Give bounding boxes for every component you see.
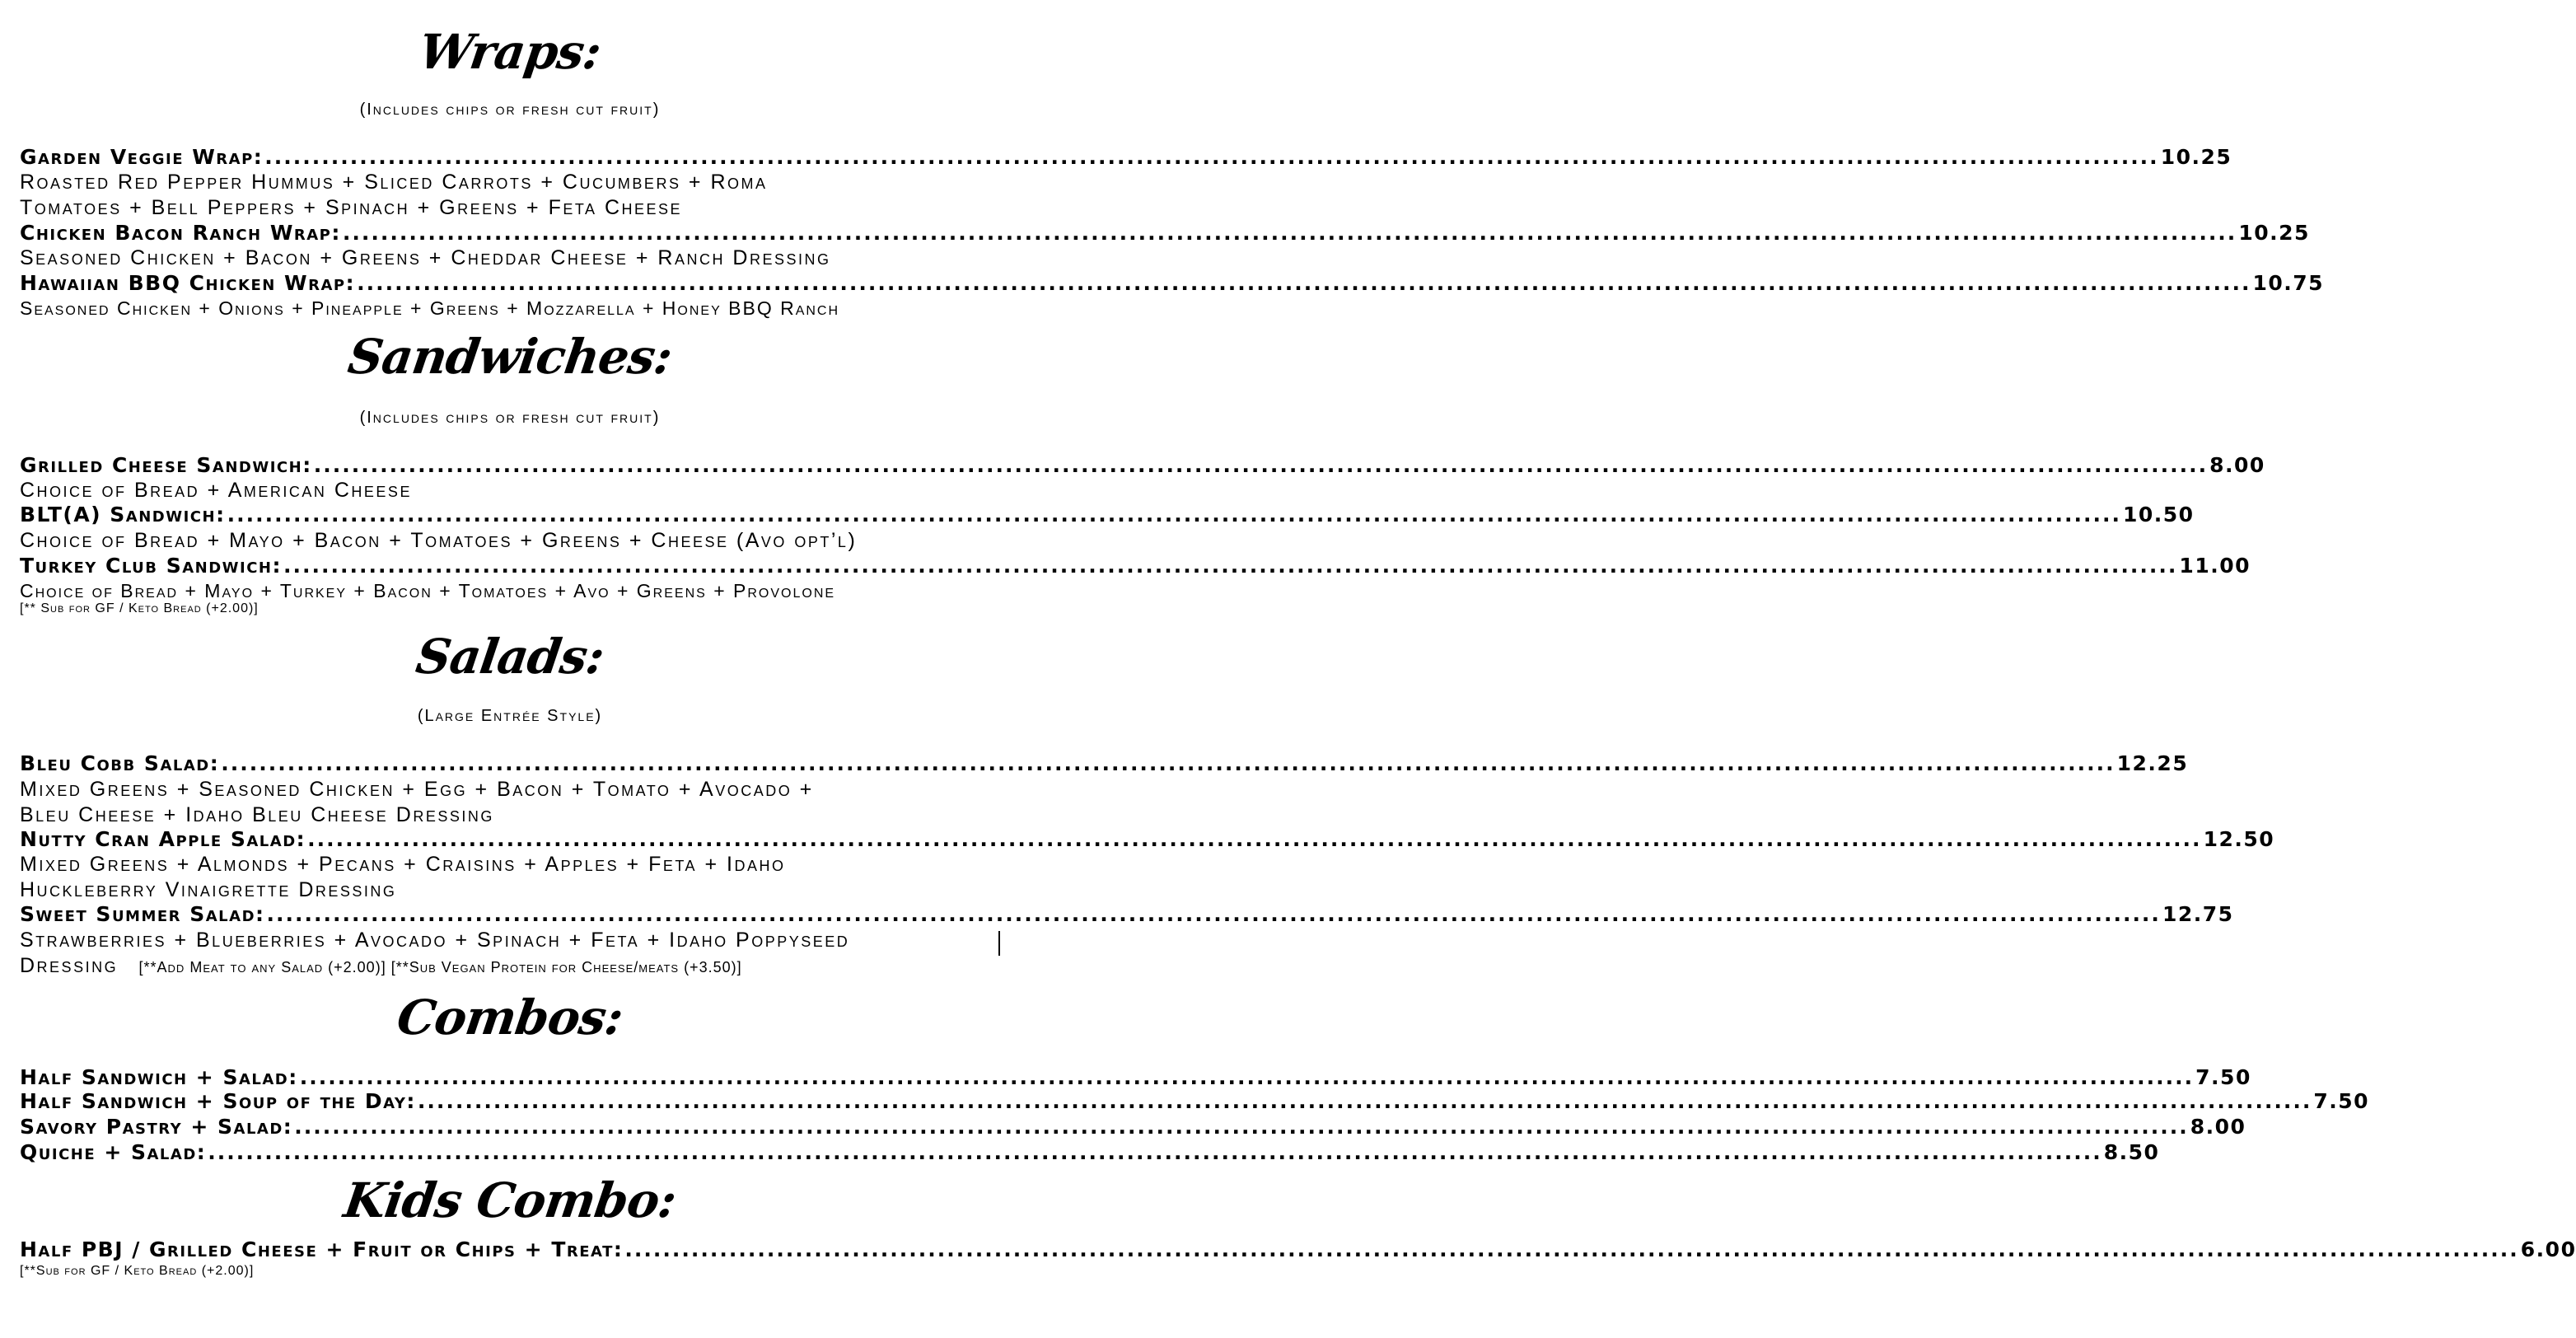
item-price: 8.50 <box>2103 1140 2160 1164</box>
item-price: 10.25 <box>2238 221 2310 245</box>
item-description: Choice of Bread + Mayo + Turkey + Bacon + Tomatoes + Avo + Greens + Provolone <box>20 580 836 601</box>
menu-item <box>20 827 2275 852</box>
item-description: Strawberries + Blueberries + Avocado + Spinach + Feta + Idaho Poppyseed <box>20 929 850 952</box>
item-description: Huckleberry Vinaigrette Dressing <box>20 878 397 901</box>
item-name: Garden Veggie Wrap: <box>20 145 264 169</box>
menu-item <box>20 453 2265 478</box>
item-name: Savory Pastry + Salad: <box>20 1115 293 1139</box>
dot-leader: ........................................................................................................................................................................................................ <box>227 503 2121 526</box>
item-name: Hawaiian BBQ Chicken Wrap: <box>20 271 356 295</box>
item-price: 7.50 <box>2195 1065 2251 1089</box>
item-price: 11.00 <box>2179 554 2251 578</box>
wraps-heading: Wraps: <box>415 24 605 80</box>
kids-note: [**Sub for GF / Keto Bread (+2.00)] <box>20 1264 255 1278</box>
dot-leader: ........................................................................................................................................................................................................ <box>283 554 2178 578</box>
item-price: 6.00 <box>2520 1237 2576 1261</box>
sandwiches-heading: Sandwiches: <box>344 329 676 385</box>
salads-heading: Salads: <box>412 629 608 685</box>
dot-leader: ........................................................................................................................................................................................................ <box>357 271 2251 295</box>
item-description: Bleu Cheese + Idaho Bleu Cheese Dressing <box>20 803 494 826</box>
kids-combo-heading: Kids Combo: <box>340 1172 680 1228</box>
menu-item <box>20 145 2232 170</box>
salad-note: [**Add Meat to any Salad (+2.00)] [**Sub Vegan Protein for Cheese/meats (+3.50)] <box>138 959 742 975</box>
dot-leader: ........................................................................................................................................................................................................ <box>299 1065 2195 1089</box>
sandwich-note: [** Sub for GF / Keto Bread (+2.00)] <box>20 601 259 615</box>
menu-item <box>20 221 2310 246</box>
menu-item <box>20 1065 2251 1090</box>
dot-leader: ........................................................................................................................................................................................................ <box>313 453 2209 477</box>
item-name: Turkey Club Sandwich: <box>20 554 282 578</box>
item-name: Half Sandwich + Salad: <box>20 1065 298 1089</box>
item-description: Tomatoes + Bell Peppers + Spinach + Greens + Feta Cheese <box>20 196 683 219</box>
item-description: Seasoned Chicken + Onions + Pineapple + Greens + Mozzarella + Honey BBQ Ranch <box>20 297 840 319</box>
dot-leader: ........................................................................................................................................................................................................ <box>208 1140 2102 1164</box>
item-description: Choice of Bread + Mayo + Bacon + Tomatoes + Greens + Cheese (Avo opt’l) <box>20 529 858 552</box>
sandwiches-subtitle: (Includes chips or fresh cut fruit) <box>359 409 661 427</box>
item-price: 12.75 <box>2162 902 2234 926</box>
dot-leader: ........................................................................................................................................................................................................ <box>624 1237 2519 1261</box>
item-price: 7.50 <box>2313 1089 2370 1113</box>
item-name: BLT(A) Sandwich: <box>20 503 226 526</box>
dot-leader: ........................................................................................................................................................................................................ <box>221 751 2115 775</box>
item-name: Grilled Cheese Sandwich: <box>20 453 312 477</box>
item-description: Mixed Greens + Almonds + Pecans + Craisins + Apples + Feta + Idaho <box>20 853 786 876</box>
item-price: 12.50 <box>2203 827 2275 851</box>
wraps-subtitle: (Includes chips or fresh cut fruit) <box>359 101 661 119</box>
item-name: Half Sandwich + Soup of the Day: <box>20 1089 416 1113</box>
menu-item <box>20 271 2325 296</box>
item-name: Half PBJ / Grilled Cheese + Fruit or Chips + Treat: <box>20 1237 624 1261</box>
menu-item <box>20 751 2189 776</box>
text-cursor-bar <box>998 931 1000 956</box>
salads-subtitle: (Large Entrée Style) <box>417 707 603 725</box>
item-description: Dressing <box>20 954 119 977</box>
item-price: 10.75 <box>2252 271 2325 295</box>
menu-item <box>20 554 2251 578</box>
item-price: 8.00 <box>2209 453 2265 477</box>
item-name: Bleu Cobb Salad: <box>20 751 220 775</box>
dot-leader: ........................................................................................................................................................................................................ <box>264 145 2159 169</box>
item-name: Nutty Cran Apple Salad: <box>20 827 306 851</box>
item-price: 12.25 <box>2116 751 2189 775</box>
dot-leader: ........................................................................................................................................................................................................ <box>266 902 2161 926</box>
dot-leader: ........................................................................................................................................................................................................ <box>307 827 2202 851</box>
item-price: 10.50 <box>2123 503 2195 526</box>
item-description: Seasoned Chicken + Bacon + Greens + Cheddar Cheese + Ranch Dressing <box>20 246 831 269</box>
item-price: 8.00 <box>2190 1115 2246 1139</box>
dot-leader: ........................................................................................................................................................................................................ <box>342 221 2237 245</box>
menu-item <box>20 1089 2370 1114</box>
menu-item <box>20 1115 2246 1139</box>
menu-item <box>20 1140 2160 1165</box>
item-description: Roasted Red Pepper Hummus + Sliced Carrots + Cucumbers + Roma <box>20 171 768 194</box>
item-description-last <box>20 953 975 980</box>
dot-leader: ........................................................................................................................................................................................................ <box>417 1089 2312 1113</box>
item-name: Quiche + Salad: <box>20 1140 207 1164</box>
item-description: Mixed Greens + Seasoned Chicken + Egg + Bacon + Tomato + Avocado + <box>20 778 814 801</box>
item-description: Choice of Bread + American Cheese <box>20 479 412 502</box>
menu-item <box>20 503 2195 527</box>
menu-item <box>20 902 2234 927</box>
item-name: Chicken Bacon Ranch Wrap: <box>20 221 341 245</box>
dot-leader: ........................................................................................................................................................................................................ <box>294 1115 2189 1139</box>
item-name: Sweet Summer Salad: <box>20 902 265 926</box>
item-price: 10.25 <box>2160 145 2232 169</box>
combos-heading: Combos: <box>393 989 627 1046</box>
menu-item <box>20 1237 2576 1262</box>
